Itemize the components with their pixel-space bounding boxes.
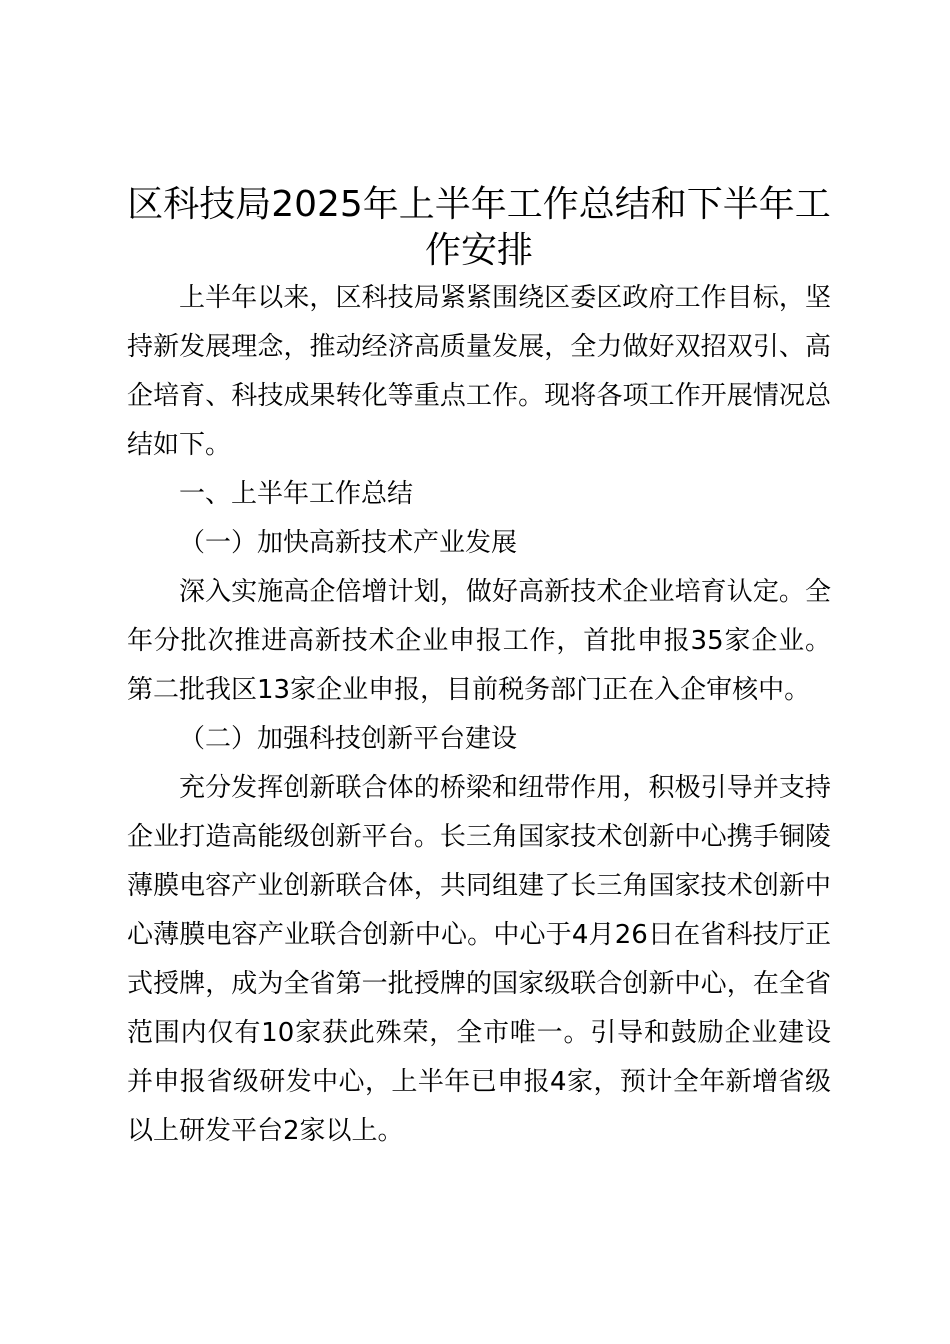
subsection-heading-1: （一）加快高新技术产业发展	[179, 528, 518, 558]
section-heading: 一、上半年工作总结	[179, 479, 414, 509]
subsection-heading-2: （二）加强科技创新平台建设	[179, 724, 518, 754]
intro-paragraph: 上半年以来，区科技局紧紧围绕区委区政府工作目标，坚持新发展理念，推动经济高质量发展，全力做好双招双引、高企培育、科技成果转化等重点工作。现将各项工作开展情况总结如下。	[127, 283, 831, 460]
body-paragraph-1: 深入实施高企倍增计划，做好高新技术企业培育认定。全年分批次推进高新技术企业申报工作，首批申报35家企业。第二批我区13家企业申报，目前税务部门正在入企审核中。	[127, 577, 831, 705]
body-paragraph-2: 充分发挥创新联合体的桥梁和纽带作用，积极引导并支持企业打造高能级创新平台。长三角国家技术创新中心携手铜陵薄膜电容产业创新联合体，共同组建了长三角国家技术创新中心薄膜电容产业联合创新中心。中心于4月26日在省科技厅正式授牌，成为全省第一批授牌的国家级联合创新中心，在全省范围内仅有10家获此殊荣，全市唯一。引导和鼓励企业建设并申报省级研发中心，上半年已申报4家，预计全年新增省级以上研发平台2家以上。	[127, 773, 831, 1146]
document-title: 区科技局2025年上半年工作总结和下半年工作安排	[127, 184, 831, 271]
document-page	[127, 182, 831, 1156]
